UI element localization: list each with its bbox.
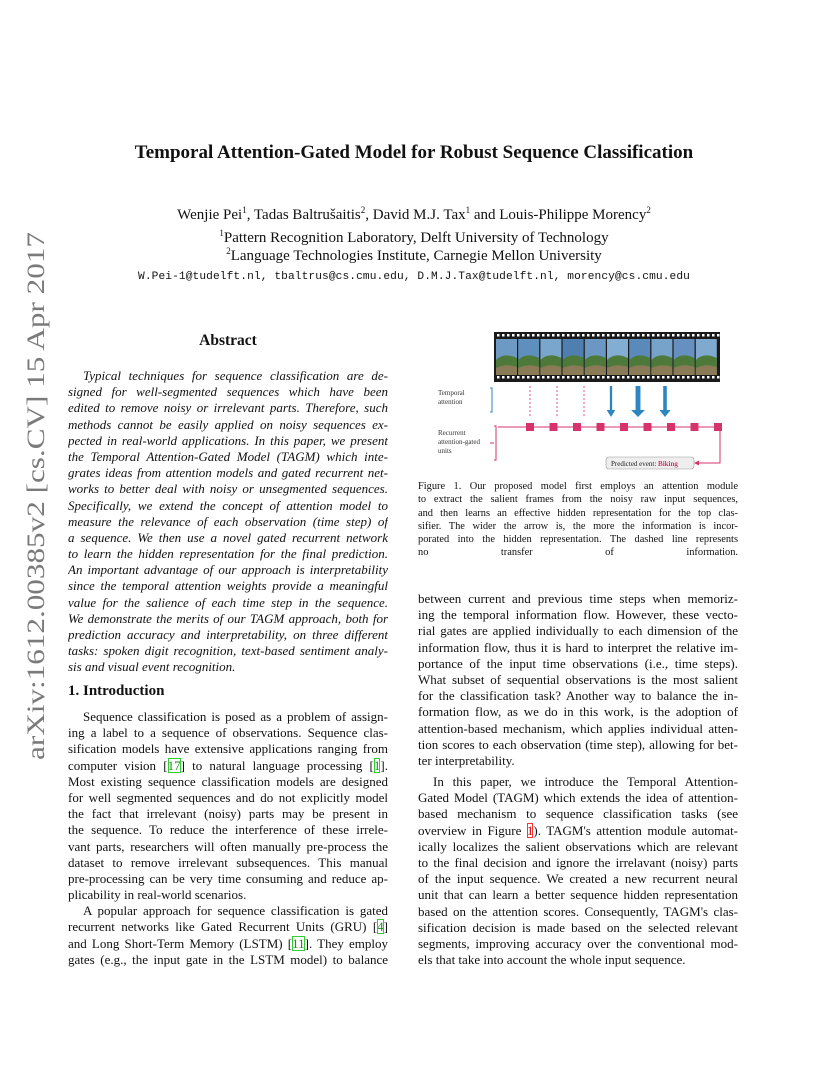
body-line: for the classification task? Another way to balance the in- [418,688,738,704]
video-frame [607,339,628,375]
abstract-line: works to better deal with noisy or unsegmented sequences. [68,481,388,497]
attention-arrowhead [631,410,645,417]
film-perforation [572,334,575,337]
film-perforation [712,334,715,337]
film-perforation [547,376,550,379]
film-perforation [697,376,700,379]
video-frame [540,339,561,375]
video-frame [696,339,717,375]
film-perforation [577,376,580,379]
film-perforation [507,334,510,337]
citation-link[interactable]: 11 [292,935,305,951]
film-perforation [552,376,555,379]
film-perforation [497,376,500,379]
abstract-line: signed for well-segmented sequences which have been [68,384,388,400]
recurrent-unit [667,423,675,431]
body-line: pre-processing can be very time consuming and reduce ap- [68,870,388,886]
film-perforation [507,376,510,379]
affiliation-2 [0,248,828,265]
body-line: between current and previous time steps when memoriz- [418,591,738,606]
body-line: attention-based mechanism, which applies individual atten- [418,720,738,736]
affiliation-text: Language Technologies Institute, Carnegie Mellon University [230,248,602,264]
recurrent-unit [526,423,534,431]
film-perforation [652,376,655,379]
body-line: the fact that irrelevant (noisy) parts may be present in [68,806,388,822]
abstract-line: since the temporal attention weights provide a meaningful [68,578,388,594]
figure-reference-link[interactable]: 1 [526,822,534,838]
attention-arrowhead [607,410,616,417]
film-perforation [497,334,500,337]
film-perforation [652,334,655,337]
affiliation-mark: 1 [219,228,224,238]
film-perforation [692,376,695,379]
recurrent-unit [620,423,628,431]
body-line: tion scores to each observation (time step), allowing for bet- [418,736,738,752]
film-perforation [597,334,600,337]
recurrent-unit [691,423,699,431]
recurrent-units-label [438,426,496,460]
recurrent-unit [573,423,581,431]
film-perforation [527,334,530,337]
citation-link[interactable]: 4 [377,919,384,935]
film-perforation [542,334,545,337]
film-perforation [542,376,545,379]
film-perforation [702,376,705,379]
body-line: What subset of sequential observations is the most salient [418,671,738,687]
film-perforation [632,334,635,337]
text-run: ]. They employ [304,935,388,951]
film-perforation [532,334,535,337]
body-line [68,936,388,952]
film-perforation [717,376,720,379]
affiliation-text: Pattern Recognition Laboratory, Delft University of Technology [223,230,609,246]
abstract-line: An important advantage of our approach is interpretability [68,562,388,578]
body-line: for well segmented sequences and do not explicitly model [68,789,388,805]
film-perforation [592,334,595,337]
film-perforation [642,376,645,379]
recurrent-chain [498,423,722,431]
citation-link[interactable]: 17 [167,757,181,773]
text-run: ]. [380,757,388,773]
film-perforation [622,376,625,379]
abstract-line: a sequence. We then use a novel gated recurrent network [68,529,388,545]
film-perforation [552,334,555,337]
film-perforation [627,334,630,337]
author-emails: W.Pei-1@tudelft.nl, tbaltrus@cs.cmu.edu, D.M.J.Tax@tudelft.nl, morency@cs.cmu.edu [138,271,690,283]
body-line: plicability in real-world scenarios. [68,887,247,903]
body-line: ically localizes the salient observations which are relevant [418,838,738,854]
figure-1-caption [418,480,738,560]
film-perforation [617,334,620,337]
body-line [68,919,388,935]
body-line: the sequence. To reduce the interference of these irrele- [68,822,388,838]
film-perforation [692,334,695,337]
attention-arrows [530,386,671,418]
paper-title: Temporal Attention-Gated Model for Robust Sequence Classification [134,142,694,163]
body-line: ter interpretability. [418,752,515,768]
film-perforation [547,334,550,337]
film-perforation [582,376,585,379]
affiliation-mark: 2 [646,205,651,215]
film-perforation [667,376,670,379]
film-perforation [682,334,685,337]
abstract-line: to learn the hidden representation for the final prediction. [68,546,388,562]
body-line: gates (e.g., the input gate in the LSTM model) to balance [68,951,388,967]
film-perforation [612,376,615,379]
body-line: sification models have extensive applications ranging from [68,741,388,757]
temporal-attention-label [438,388,492,412]
video-frame [563,339,584,375]
abstract-line: the Temporal Attention-Gated Model (TAGM) which inte- [68,448,388,464]
affiliation-mark: 2 [360,205,366,215]
abstract-body [68,368,388,676]
arxiv-identifier [2,230,62,760]
film-perforation [587,334,590,337]
abstract-line: Typical techniques for sequence classification are de- [83,368,388,383]
caption-line: and then learns an effective hidden representation for the top clas- [418,507,738,519]
body-line: of the input sequence. We created a new recurrent neural [418,871,738,887]
text-run: ] to natural language processing [ [180,757,374,773]
film-perforation [557,376,560,379]
body-line: unit that can learn a better sequence hidden representation [418,887,738,903]
body-line: ing the temporal information flow. However, these vecto- [418,607,738,623]
body-line: In this paper, we introduce the Temporal Attention- [433,774,738,790]
film-perforation [717,334,720,337]
film-perforation [597,376,600,379]
film-perforation [522,376,525,379]
abstract-heading: Abstract [199,332,257,349]
figure-1 [430,330,730,475]
film-perforation [537,376,540,379]
body-line: Gated Model (TAGM) which extends the idea of attention- [418,790,738,806]
film-perforation [647,334,650,337]
svg-text:units: units [438,447,452,455]
film-perforation [612,334,615,337]
text-run: ). TAGM's attention module automat- [533,822,738,838]
film-perforation [712,376,715,379]
video-frame [674,339,695,375]
affiliation-mark: 1 [465,205,471,215]
abstract-line: Specifically, we extend the concept of attention model to [68,497,388,513]
abstract-line: methods cannot be easily applied on noisy sequences ex- [68,416,388,432]
video-frame [629,339,650,375]
body-line: segments, improving accuracy over the conventional mod- [418,935,738,951]
film-perforation [687,376,690,379]
film-perforation [672,334,675,337]
film-perforation [637,376,640,379]
svg-text:attention-gated: attention-gated [438,438,480,446]
film-perforation [572,376,575,379]
text-run: overview in Figure [418,822,527,838]
text-run: computer vision [ [68,757,168,773]
film-perforation [677,334,680,337]
abstract-line: pected in real-world applications. In this paper, we present [68,432,388,448]
film-perforation [582,334,585,337]
film-perforation [607,376,610,379]
caption-line: no transfer of information. [418,547,738,559]
film-perforation [532,376,535,379]
film-perforation [647,376,650,379]
film-perforation [637,334,640,337]
abstract-line: tasks: spoken digit recognition, text-based sentiment analy- [68,643,388,659]
prediction-box [606,427,720,469]
body-line [68,758,388,774]
film-perforation [502,334,505,337]
body-line: els that take into account the whole input sequence. [418,952,686,968]
svg-text:attention: attention [438,398,463,406]
video-frame [496,339,517,375]
text-run: and Long Short-Term Memory (LSTM) [ [68,935,293,951]
arxiv-stamp [2,230,62,760]
body-line: formation flow, as we do in this work, is the adoption of [418,704,738,720]
video-filmstrip [494,332,720,382]
figure-1-diagram [430,330,730,475]
body-line: Sequence classification is posed as a problem of assign- [83,709,388,724]
text-run: ] [383,919,388,935]
film-perforation [567,334,570,337]
film-perforation [592,376,595,379]
film-perforation [622,334,625,337]
body-line: A popular approach for sequence classification is gated [83,903,388,919]
film-perforation [667,334,670,337]
film-perforation [702,334,705,337]
film-perforation [657,376,660,379]
abstract-line: measure the relevance of each observation (time step) of [68,513,388,529]
attention-arrowhead [659,410,670,417]
body-line: to the final decision and ignore the irrelavant (noisy) parts [418,855,738,870]
abstract-line: sis and visual event recognition. [68,659,236,675]
film-perforation [512,334,515,337]
caption-line: Figure 1. Our proposed model first employs an attention module [418,481,738,492]
film-perforation [587,376,590,379]
text-run: recurrent networks like Gated Recurrent Units (GRU) [ [68,919,378,935]
body-line: based on the attention scores. Consequently, TAGM's clas- [418,903,738,919]
film-perforation [707,334,710,337]
recurrent-unit [597,423,605,431]
film-perforation [562,334,565,337]
film-perforation [602,334,605,337]
recurrent-unit [644,423,652,431]
film-perforation [512,376,515,379]
film-perforation [522,334,525,337]
body-line: information flow, thus it is hard to interpret the relative im- [418,639,738,655]
affiliation-mark: 1 [242,205,247,215]
body-line [418,823,738,839]
film-perforation [657,334,660,337]
abstract-line: We demonstrate the merits of our TAGM approach, both for [68,610,388,626]
film-perforation [537,334,540,337]
film-perforation [607,334,610,337]
film-perforation [577,334,580,337]
film-perforation [617,376,620,379]
film-perforation [662,376,665,379]
introduction-body [68,709,388,968]
video-frame [518,339,539,375]
author-name: and Louis-Philippe Morency [470,207,647,223]
film-perforation [642,334,645,337]
film-perforation [602,376,605,379]
citation-link[interactable]: 1 [373,757,381,773]
body-line: vant parts, researchers will often manually pre-process the [68,838,388,854]
affiliation-1 [0,230,828,247]
film-perforation [662,334,665,337]
body-line: rial gates are applied individually to each dimension of the [418,623,738,639]
film-perforation [517,376,520,379]
film-perforation [682,376,685,379]
film-perforation [557,334,560,337]
body-line: portance of the input time observations (i.e., time steps). [418,655,738,671]
affiliation-mark: 2 [226,246,231,256]
body-line: based mechanism to sequence classification tasks (see [418,806,738,822]
film-perforation [567,376,570,379]
author-name: , Tadas Baltrušaitis [246,207,361,223]
film-perforation [687,334,690,337]
arxiv-text: arXiv:1612.00385v2 [cs.CV] 15 Apr 2017 [23,336,50,760]
caption-line: sifier. The wider the arrow is, the more the information is incor- [418,520,738,532]
film-perforation [707,376,710,379]
body-line: ing a label to a sequence of observations. Sequence clas- [68,725,388,741]
abstract-line: grates ideas from attention models and gated recurrent net- [68,465,388,481]
film-perforation [632,376,635,379]
body-line: sification decision is made based on the selected relevant [418,919,738,935]
video-frame [651,339,672,375]
film-perforation [517,334,520,337]
recurrent-unit [550,423,558,431]
caption-line: to extract the salient frames from the noisy raw input sequences, [418,494,738,506]
abstract-line: prediction accuracy and interpretability, on three different [68,627,388,642]
author-name: , David M.J. Tax [365,207,466,223]
film-perforation [527,376,530,379]
svg-text:Temporal: Temporal [438,389,465,397]
author-list [0,207,828,224]
film-perforation [502,376,505,379]
section-heading-introduction: 1. Introduction [68,683,165,699]
film-perforation [672,376,675,379]
body-line: Most existing sequence classification models are designed [68,773,388,789]
film-perforation [677,376,680,379]
right-column-body [418,591,738,968]
video-frame [585,339,606,375]
film-perforation [697,334,700,337]
abstract-line: value for the salience of each time step in the sequence. [68,594,388,610]
film-perforation [627,376,630,379]
body-line: dataset to remove irrelevant subsequences. This manual [68,854,388,870]
svg-text:Predicted event: Biking: Predicted event: Biking [611,460,678,468]
author-name: Wenjie Pei [177,207,243,223]
film-perforation [562,376,565,379]
caption-line: porated into the hidden representation. The dashed line represents [418,534,738,546]
svg-text:Recurrent: Recurrent [438,429,466,437]
abstract-line: edited to remove noisy or irrelevant parts. Therefore, such [68,400,388,416]
